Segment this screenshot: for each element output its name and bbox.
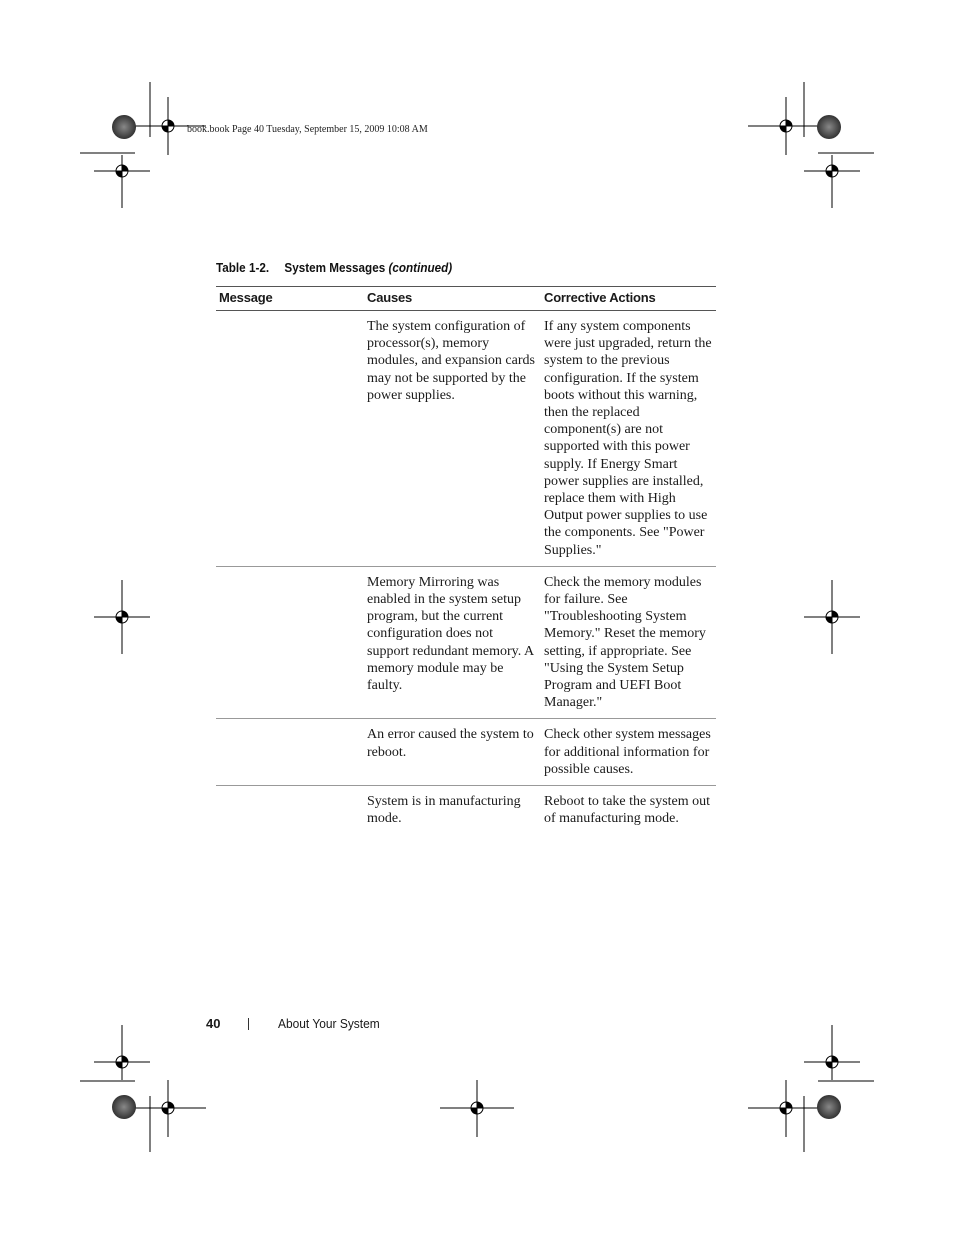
table-row: [216, 786, 716, 835]
footer-section-title: About Your System: [278, 1016, 380, 1031]
print-header-file-info: book.book Page 40 Tuesday, September 15, 2009 10:08 AM: [187, 124, 428, 135]
table-row: [216, 311, 716, 567]
column-header-corrective-actions: Corrective Actions: [541, 287, 716, 311]
table-row: [216, 566, 716, 719]
table-caption-number: Table 1-2.: [216, 260, 270, 275]
column-header-causes: Causes: [364, 287, 541, 311]
table-row: [216, 719, 716, 786]
cell-corrective-actions: Reboot to take the system out of manufacturing mode.: [544, 794, 711, 827]
table-caption-title: System Messages: [284, 260, 386, 275]
cell-message: [216, 311, 364, 567]
table-header-row: [216, 287, 716, 311]
cell-causes: An error caused the system to reboot.: [364, 719, 541, 786]
cell-message: [216, 566, 364, 719]
system-messages-table: [216, 286, 716, 834]
table-caption-continued: (continued): [388, 260, 453, 275]
cell-causes: Memory Mirroring was enabled in the system setup program, but the current configuration does not support redundant memory. A memory module may be faulty.: [364, 566, 541, 719]
column-header-message: Message: [216, 287, 364, 311]
cell-corrective-actions: Check other system messages for additional information for possible causes.: [541, 719, 716, 786]
page-number: 40: [206, 1016, 221, 1031]
footer-divider: [248, 1018, 249, 1030]
cell-causes: System is in manufacturing mode.: [367, 794, 521, 827]
cell-causes: The system configuration of processor(s), memory modules, and expansion cards may not be supported by the power supplies.: [364, 311, 541, 567]
cell-message: [216, 786, 364, 835]
cell-corrective-actions: If any system components were just upgraded, return the system to the previous configuration. If the system boots without this warning, then the replaced component(s) are not supported with this power supply. If Energy Smart power supplies are installed, replace them with High Output power supplies to use the components. See "Power Supplies.": [541, 311, 716, 567]
cell-message: [216, 719, 364, 786]
table-caption: [216, 260, 452, 275]
cell-corrective-actions: Check the memory modules for failure. See "Troubleshooting System Memory." Reset the memory setting, if appropriate. See "Using the System Setup Program and UEFI Boot Manager.": [541, 566, 716, 719]
